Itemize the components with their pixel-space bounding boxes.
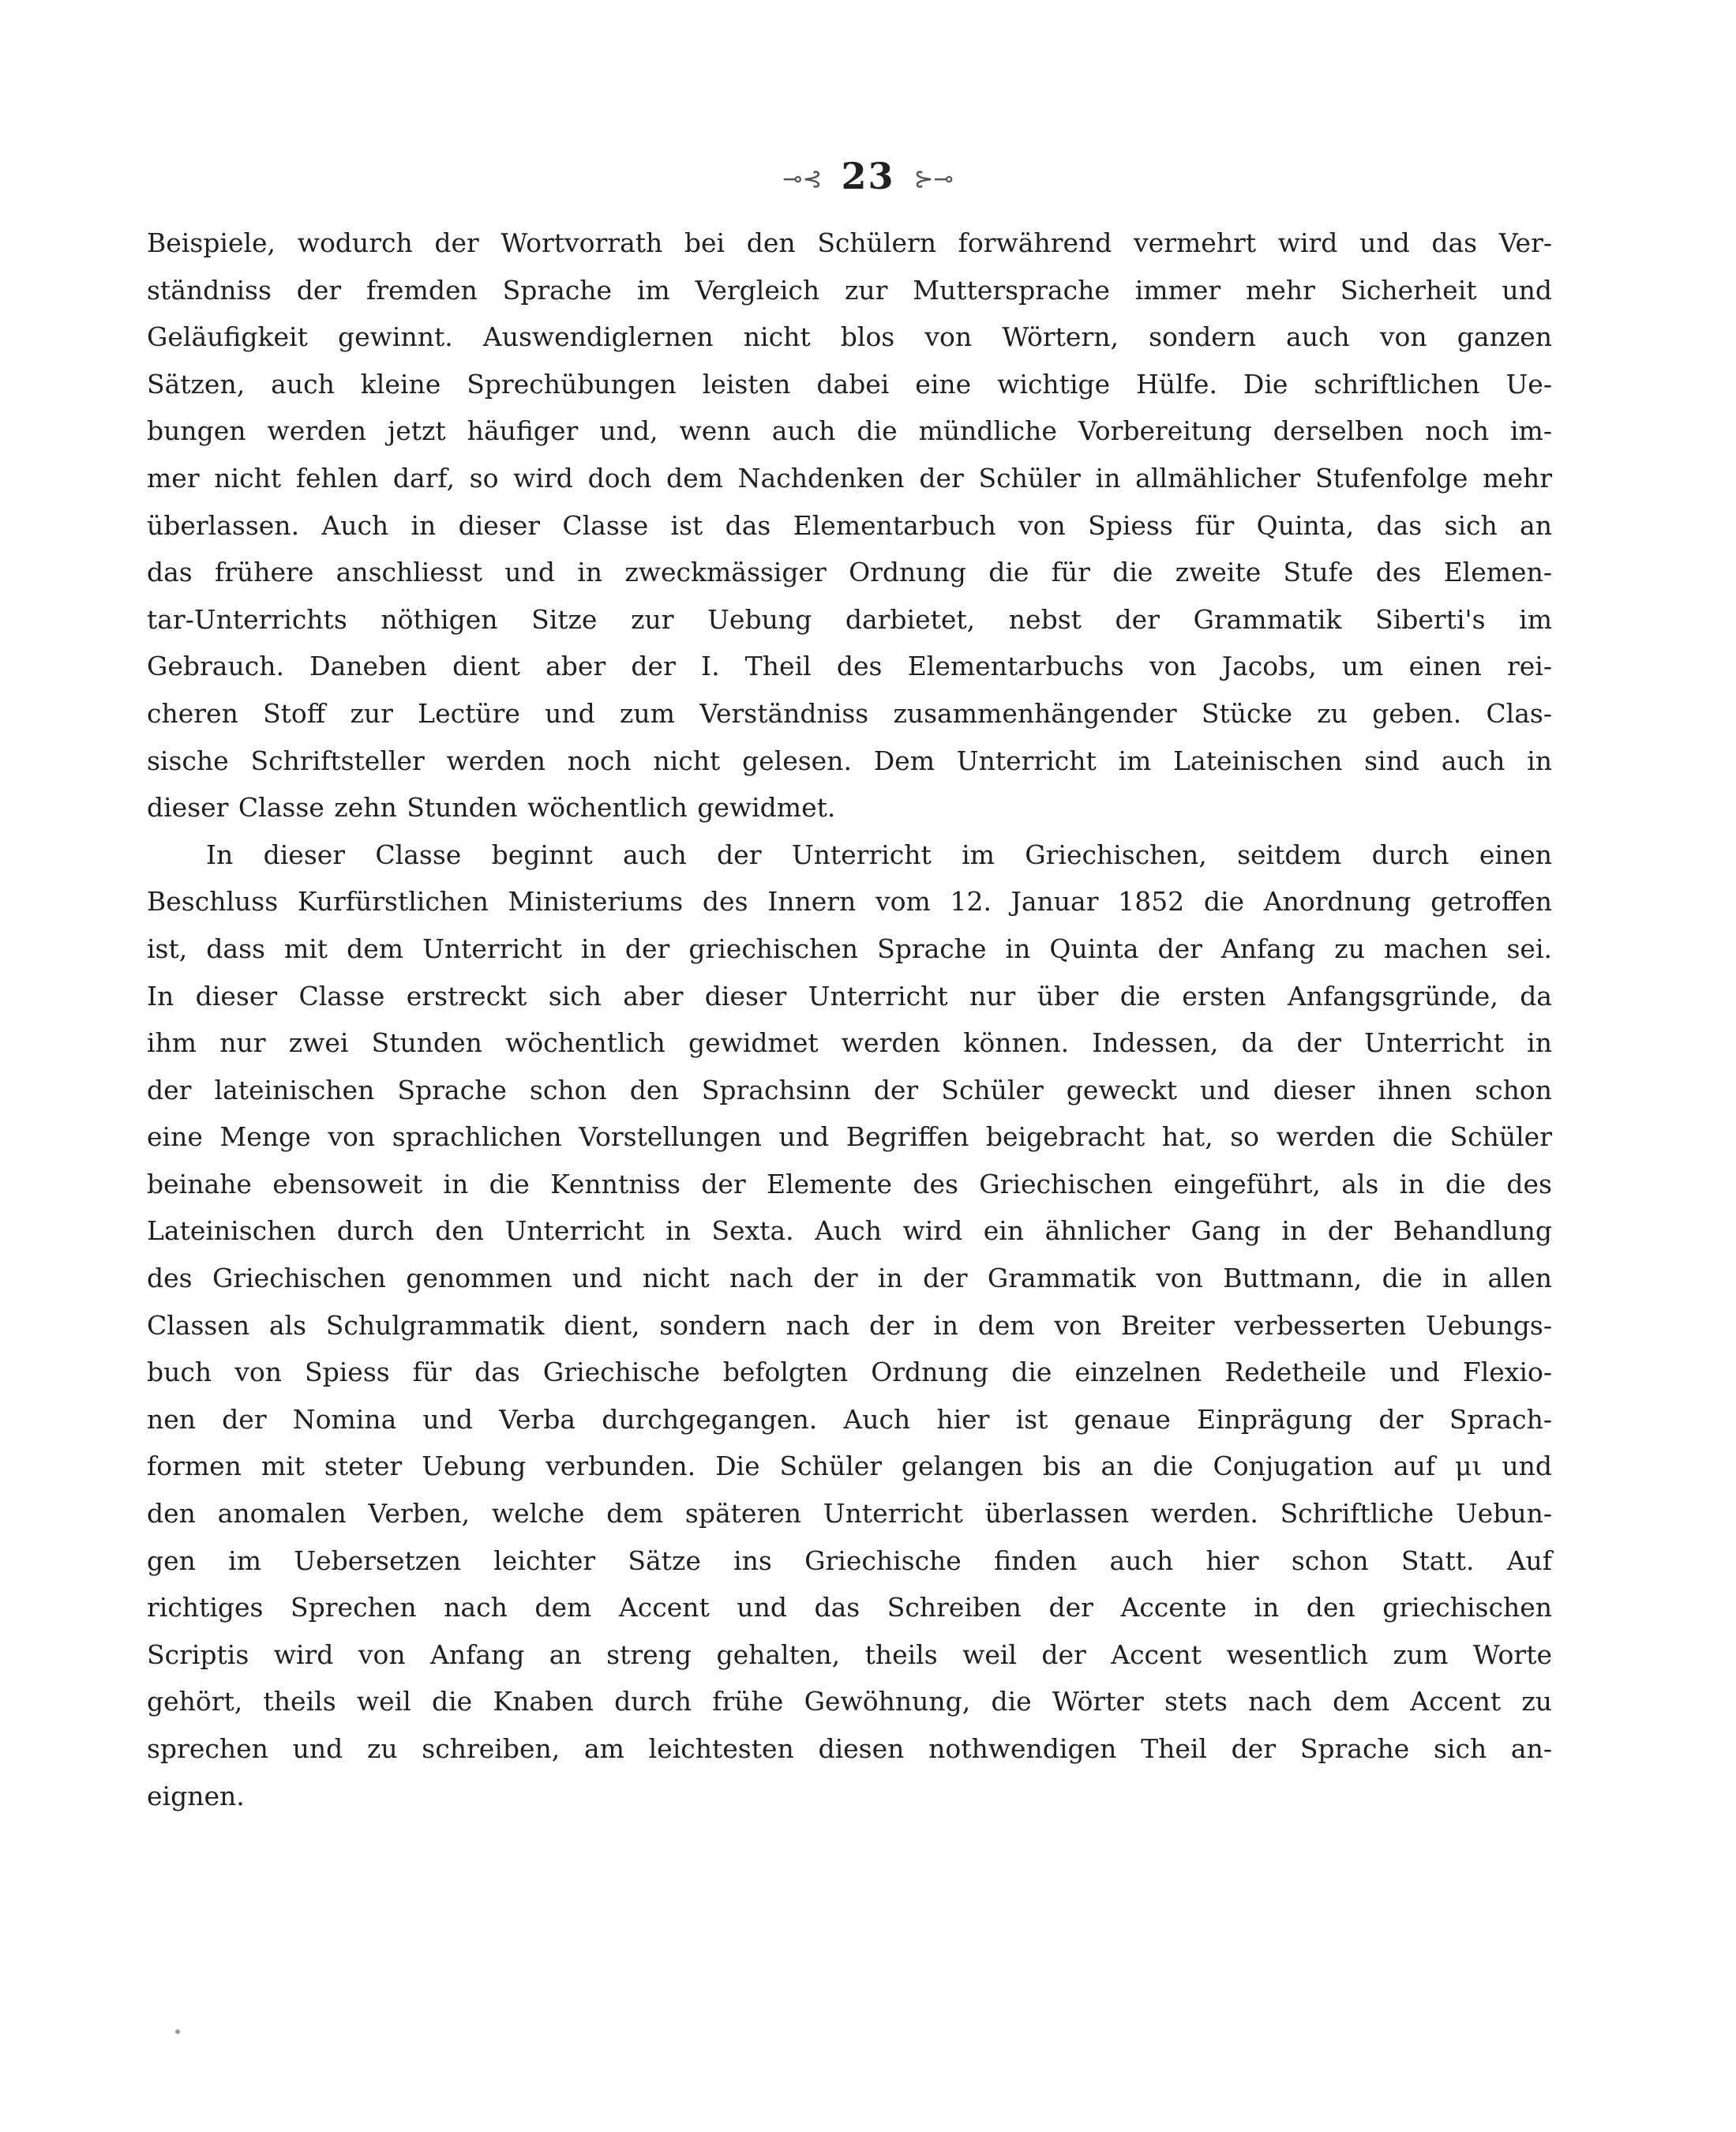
text-line: dieser Classe zehn Stunden wöchentlich gewidmet. [147, 792, 836, 824]
text-line: Lateinischen durch den Unterricht in Sexta. Auch wird ein ähnlicher Gang in der Behandlung [147, 1215, 1552, 1247]
text-line: ist, dass mit dem Unterricht in der griechischen Sprache in Quinta der Anfang zu machen sei. [147, 933, 1552, 964]
text-line: der lateinischen Sprache schon den Sprachsinn der Schüler geweckt und dieser ihnen schon [147, 1074, 1552, 1105]
text-line: formen mit steter Uebung verbunden. Die Schüler gelangen bis an die Conjugation auf μι und [147, 1451, 1552, 1482]
paragraph-1 [147, 220, 1552, 831]
text-line: überlassen. Auch in dieser Classe ist das Elementarbuch von Spiess für Quinta, das sich an [147, 509, 1552, 541]
text-line: Classen als Schulgrammatik dient, sondern nach der in dem von Breiter verbesserten Uebungs- [147, 1309, 1552, 1341]
text-line: richtiges Sprechen nach dem Accent und das Schreiben der Accente in den griechischen [147, 1592, 1552, 1623]
text-line: gehört, theils weil die Knaben durch frühe Gewöhnung, die Wörter stets nach dem Accent zu [147, 1686, 1552, 1717]
text-line: nen der Nomina und Verba durchgegangen. Auch hier ist genaue Einprägung der Sprach- [147, 1403, 1552, 1435]
text-line: Beispiele, wodurch der Wortvorrath bei den Schülern forwährend vermehrt wird und das Ver- [147, 227, 1552, 258]
text-line: beinahe ebensoweit in die Kenntniss der Elemente des Griechischen eingeführt, als in die des [147, 1168, 1552, 1199]
text-line: mer nicht fehlen darf, so wird doch dem Nachdenken der Schüler in allmählicher Stufenfolge mehr [147, 462, 1552, 494]
paragraph-2 [147, 831, 1552, 1819]
ornament-right-icon: ⊱⊸ [913, 165, 954, 193]
text-line: Beschluss Kurfürstlichen Ministeriums des Innern vom 12. Januar 1852 die Anordnung getroffen [147, 886, 1552, 918]
text-line: bungen werden jetzt häufiger und, wenn auch die mündliche Vorbereitung derselben noch im- [147, 415, 1552, 447]
text-line: eignen. [147, 1780, 245, 1811]
page-number: 23 [841, 155, 895, 197]
text-line: sische Schriftsteller werden noch nicht gelesen. Dem Unterricht im Lateinischen sind auch in [147, 745, 1552, 776]
text-line: buch von Spiess für das Griechische befolgten Ordnung die einzelnen Redetheile und Flexio- [147, 1357, 1552, 1388]
text-line: In dieser Classe beginnt auch der Unterricht im Griechischen, seitdem durch einen [206, 839, 1552, 870]
text-line: des Griechischen genommen und nicht nach der in der Grammatik von Buttmann, die in allen [147, 1263, 1552, 1294]
text-line: Scriptis wird von Anfang an streng gehalten, theils weil der Accent wesentlich zum Worte [147, 1638, 1552, 1670]
text-line: den anomalen Verben, welche dem späteren Unterricht überlassen werden. Schriftliche Uebun- [147, 1498, 1552, 1530]
body-text [147, 220, 1552, 1819]
page-header [0, 155, 1736, 197]
text-line: In dieser Classe erstreckt sich aber dieser Unterricht nur über die ersten Anfangsgründe, da [147, 980, 1552, 1012]
text-line: cheren Stoff zur Lectüre und zum Verständniss zusammenhängender Stücke zu geben. Clas- [147, 697, 1552, 729]
ornament-left-icon: ⊸⊰ [782, 165, 823, 193]
text-line: gen im Uebersetzen leichter Sätze ins Griechische finden auch hier schon Statt. Auf [147, 1545, 1552, 1576]
text-line: ständniss der fremden Sprache im Vergleich zur Muttersprache immer mehr Sicherheit und [147, 274, 1552, 306]
text-line: sprechen und zu schreiben, am leichtesten diesen nothwendigen Theil der Sprache sich an- [147, 1733, 1552, 1764]
page-speck [175, 2029, 180, 2034]
text-line: ihm nur zwei Stunden wöchentlich gewidmet werden können. Indessen, da der Unterricht in [147, 1027, 1552, 1059]
text-line: Gebrauch. Daneben dient aber der I. Theil des Elementarbuchs von Jacobs, um einen rei- [147, 651, 1552, 682]
text-line: tar-Unterrichts nöthigen Sitze zur Uebung darbietet, nebst der Grammatik Siberti's im [147, 603, 1552, 635]
text-line: eine Menge von sprachlichen Vorstellungen und Begriffen beigebracht hat, so werden die Schüler [147, 1121, 1552, 1153]
text-line: das frühere anschliesst und in zweckmässiger Ordnung die für die zweite Stufe des Elemen- [147, 557, 1552, 588]
text-line: Geläufigkeit gewinnt. Auswendiglernen nicht blos von Wörtern, sondern auch von ganzen [147, 321, 1552, 353]
text-line: Sätzen, auch kleine Sprechübungen leisten dabei eine wichtige Hülfe. Die schriftlichen Ue- [147, 368, 1552, 400]
